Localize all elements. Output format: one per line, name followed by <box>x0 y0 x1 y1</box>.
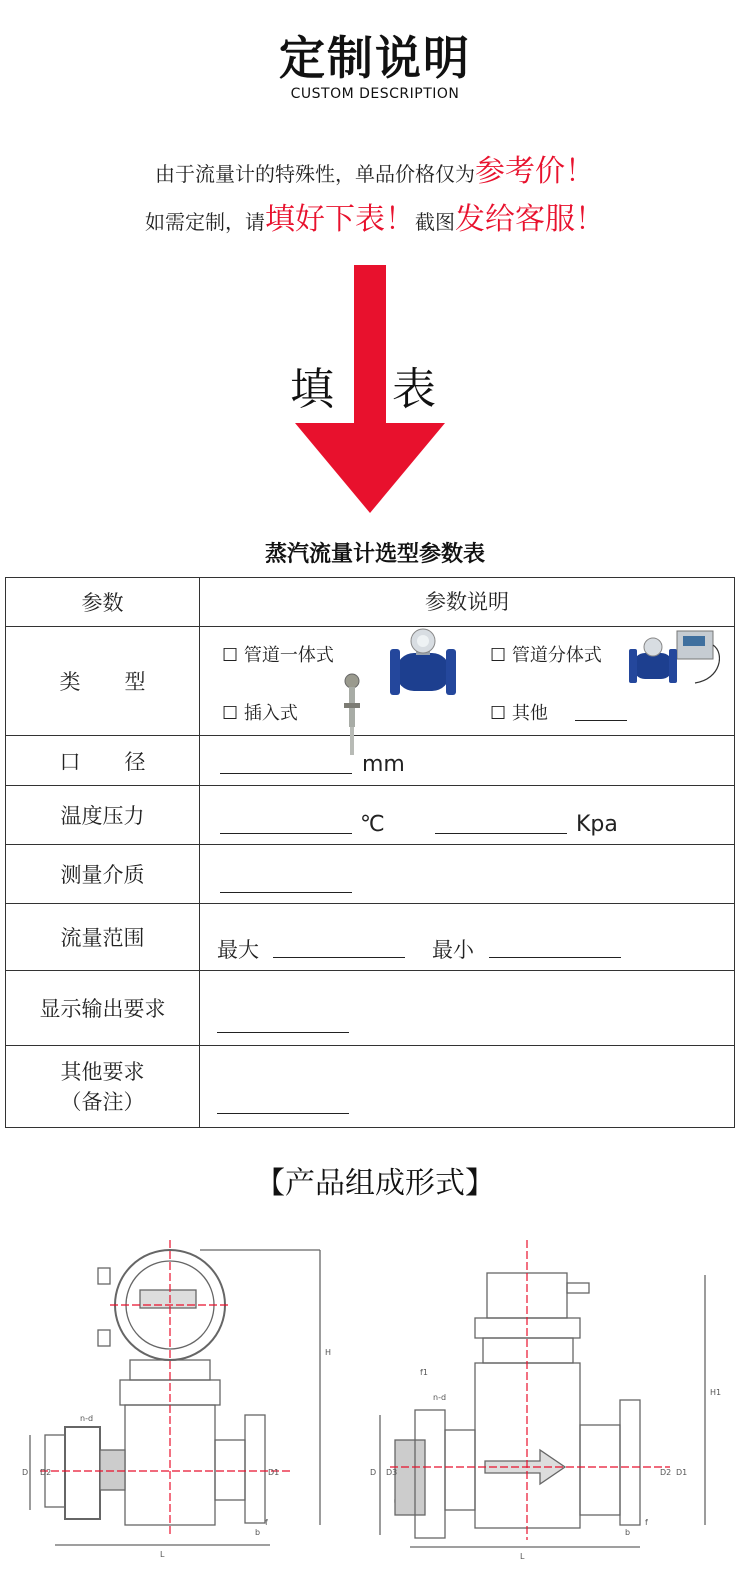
dim-label: H1 <box>710 1388 722 1397</box>
table-row <box>6 627 735 736</box>
dim-label: n-d <box>433 1393 447 1402</box>
dim-label: D1 <box>268 1468 280 1477</box>
row-label-temp-pressure: 温度压力 <box>6 786 200 845</box>
table-row <box>6 845 735 904</box>
medium-value <box>200 845 735 904</box>
header-desc: 参数说明 <box>200 578 735 627</box>
arrow-label-left: 填 <box>290 364 334 415</box>
other-value <box>200 1046 735 1128</box>
intro-line-2 <box>0 194 750 238</box>
integrated-flowmeter-image <box>390 627 456 695</box>
dim-label: D2 <box>40 1468 52 1477</box>
dim-label: D3 <box>386 1468 398 1477</box>
intro-text: 由于流量计的特殊性，单品价格仅为 <box>155 162 475 186</box>
intro-text: 如需定制，请 <box>145 210 265 234</box>
pressure-unit: Kpa <box>576 812 618 837</box>
diameter-value <box>200 736 735 786</box>
dim-label: D <box>22 1468 29 1477</box>
medium-blank[interactable] <box>220 891 352 893</box>
display-value <box>200 971 735 1046</box>
temperature-blank[interactable] <box>220 832 352 834</box>
right-diagram-centerlines <box>390 1240 670 1540</box>
option-pipe-split[interactable]: ☐ 管道分体式 <box>490 645 602 666</box>
flow-min-blank[interactable] <box>489 956 621 958</box>
row-label-other <box>6 1046 200 1128</box>
type-options <box>200 627 735 736</box>
params-table <box>5 577 735 1128</box>
dim-label: H <box>325 1348 332 1357</box>
dimension-diagrams <box>0 1235 750 1575</box>
dim-label: b <box>255 1528 261 1537</box>
left-diagram <box>30 1250 320 1545</box>
dim-label: D1 <box>676 1468 688 1477</box>
dim-label: D <box>370 1468 377 1477</box>
table-row <box>6 736 735 786</box>
header-param: 参数 <box>6 578 200 627</box>
intro-line-1 <box>0 146 750 190</box>
pressure-blank[interactable] <box>435 832 567 834</box>
other-req-blank[interactable] <box>217 1112 349 1114</box>
temperature-unit: ℃ <box>360 812 385 837</box>
type-label: 类型 <box>59 670 190 694</box>
temp-pressure-value <box>200 786 735 845</box>
page-title: 定制说明 <box>279 31 471 85</box>
diameter-label: 口径 <box>59 749 190 774</box>
flow-min-label: 最小 <box>432 938 474 962</box>
row-label-flow-range: 流量范围 <box>6 904 200 971</box>
intro-text: 截图 <box>415 210 455 234</box>
table-header-row <box>6 578 735 627</box>
intro-highlight: 填好下表！ <box>265 202 415 237</box>
other-label-2: （备注） <box>60 1089 145 1114</box>
flow-max-label: 最大 <box>217 938 259 962</box>
row-label-diameter <box>6 736 200 786</box>
table-row <box>6 904 735 971</box>
dim-label: L <box>520 1552 525 1561</box>
dim-label: D2 <box>660 1468 672 1477</box>
flow-range-value <box>200 904 735 971</box>
table-row <box>6 971 735 1046</box>
row-label-type <box>6 627 200 736</box>
dim-label: f <box>645 1518 648 1527</box>
dim-label: f <box>265 1518 268 1527</box>
other-blank[interactable] <box>575 719 627 721</box>
dim-label: L <box>160 1550 165 1559</box>
section-title: 【产品组成形式】 <box>255 1166 495 1201</box>
right-diagram <box>380 1273 705 1547</box>
flow-max-blank[interactable] <box>273 956 405 958</box>
intro-highlight: 发给客服！ <box>455 202 605 237</box>
table-title: 蒸汽流量计选型参数表 <box>264 542 485 567</box>
option-pipe-integrated[interactable]: ☐ 管道一体式 <box>222 645 334 666</box>
option-insertion[interactable]: ☐ 插入式 <box>222 703 298 724</box>
table-row <box>6 1046 735 1128</box>
table-row <box>6 786 735 845</box>
page-subtitle: CUSTOM DESCRIPTION <box>290 86 460 102</box>
diameter-blank[interactable] <box>220 772 352 774</box>
option-other[interactable]: ☐ 其他 <box>490 703 548 724</box>
diameter-unit: mm <box>362 752 405 777</box>
left-diagram-centerlines <box>40 1240 290 1535</box>
dim-label: b <box>625 1528 631 1537</box>
dim-label: n-d <box>80 1414 94 1423</box>
dim-label: f1 <box>420 1368 428 1377</box>
row-label-medium: 测量介质 <box>6 845 200 904</box>
arrow-label-right: 表 <box>392 364 436 415</box>
intro-highlight: 参考价！ <box>475 154 595 189</box>
split-flowmeter-image <box>625 627 720 689</box>
row-label-display: 显示输出要求 <box>6 971 200 1046</box>
other-label-1: 其他要求 <box>60 1059 145 1084</box>
display-blank[interactable] <box>217 1031 349 1033</box>
